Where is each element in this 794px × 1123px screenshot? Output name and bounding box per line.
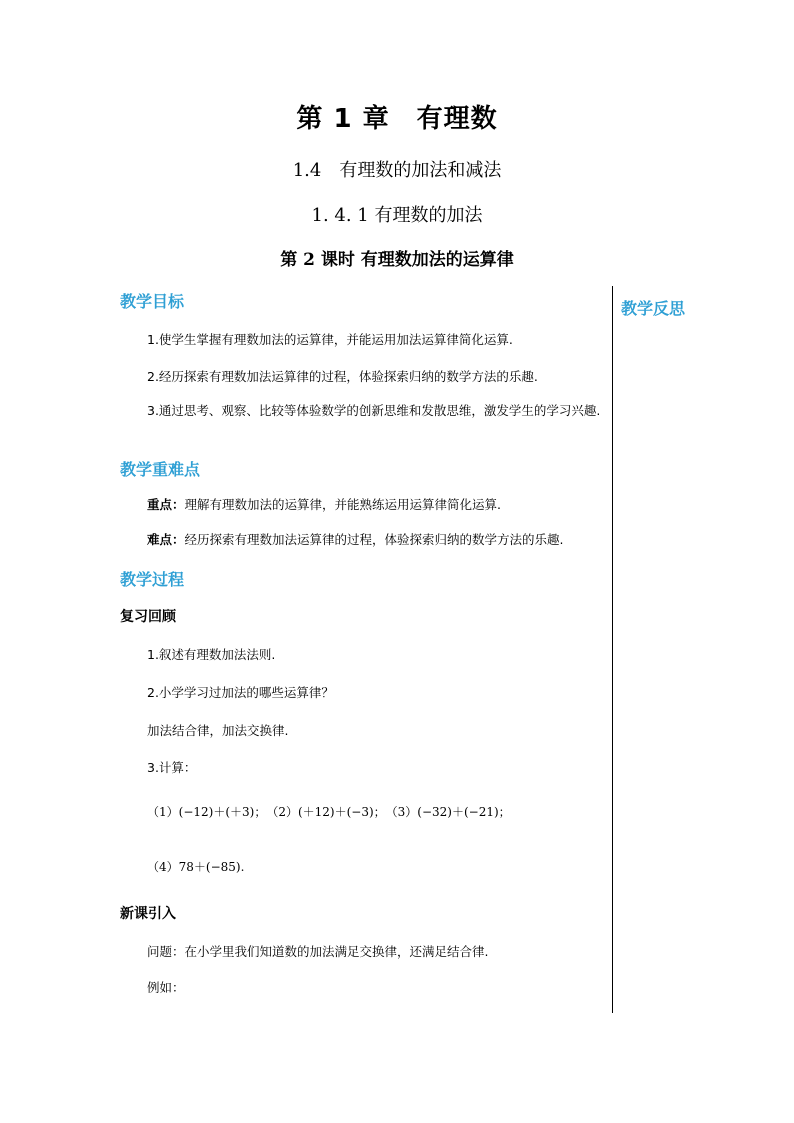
hard-point-label: 难点： [147,532,185,547]
review-answer: 加法结合律，加法交换律. [147,723,289,738]
review-question: 2.小学学习过加法的哪些运算律？ [147,685,334,700]
objectives-heading: 教学目标 [120,292,185,311]
review-question: 3.计算： [147,760,197,775]
keypoints-heading: 教学重难点 [120,460,201,479]
intro-question: 问题：在小学里我们知道数的加法满足交换律，还满足结合律. [147,944,489,959]
review-heading: 复习回顾 [120,609,176,625]
key-point-text: 理解有理数加法的运算律，并能熟练运用运算律简化运算. [184,497,501,512]
objective-item: 3.通过思考、观察、比较等体验数学的创新思维和发散思维，激发学生的学习兴趣. [147,403,601,418]
objective-item: 2.经历探索有理数加法运算律的过程，体验探索归纳的数学方法的乐趣. [147,369,538,384]
lesson-title: 第 2 课时 有理数加法的运算律 [280,250,514,270]
process-heading: 教学过程 [120,570,185,589]
calc-exercises-row: （1）(−12)＋(＋3)； （2）(＋12)＋(−3)； （3）(−32)＋(−21)； [147,805,511,819]
hard-point-text: 经历探索有理数加法运算律的过程，体验探索归纳的数学方法的乐趣. [184,532,564,547]
reflection-heading: 教学反思 [621,299,686,318]
calc-exercise: （4）78＋(−85). [147,860,245,874]
review-question: 1.叙述有理数加法法则. [147,647,276,662]
column-divider [612,286,613,1013]
key-point [147,494,501,516]
hard-point [147,529,564,551]
objective-item: 1.使学生掌握有理数加法的运算律，并能运用加法运算律简化运算. [147,332,513,347]
section-title: 1.4 有理数的加法和减法 [292,160,502,181]
subsection-title: 1. 4. 1 有理数的加法 [311,205,483,226]
chapter-title: 第 1 章 有理数 [296,104,498,134]
intro-example: 例如： [147,980,185,995]
intro-heading: 新课引入 [120,906,176,922]
key-point-label: 重点： [147,497,185,512]
